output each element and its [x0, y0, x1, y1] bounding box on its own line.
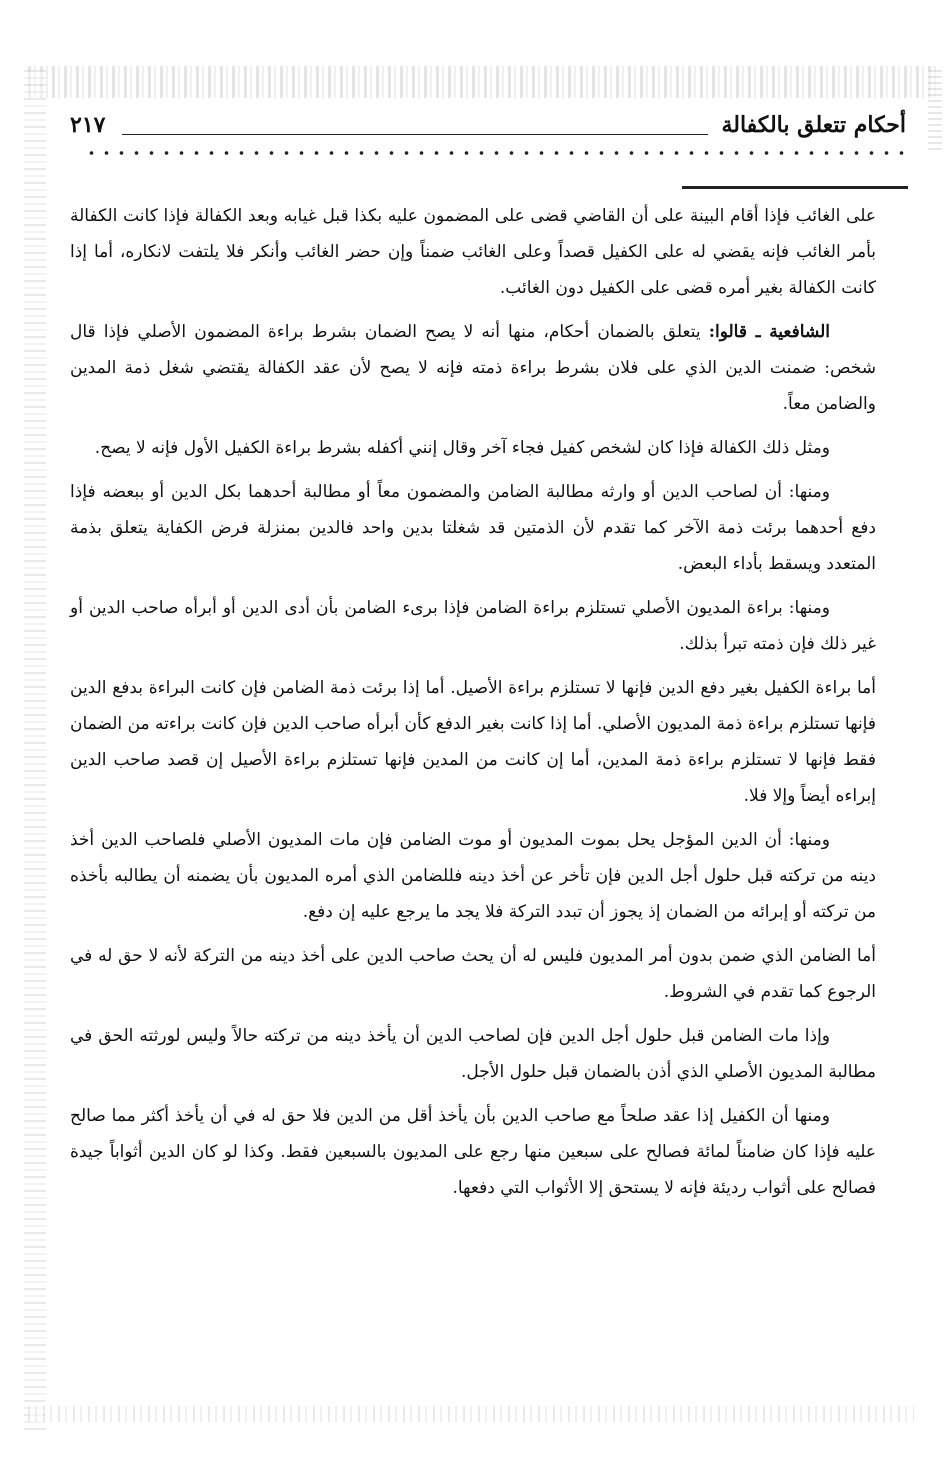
- scan-border-right: [928, 70, 942, 150]
- page-number: ٢١٧: [70, 112, 106, 138]
- paragraph-shafiiya: [70, 314, 876, 422]
- page-body: [70, 198, 876, 1214]
- paragraph: ومثل ذلك الكفالة فإذا كان لشخص كفيل فجاء آخر وقال إنني أكفله بشرط براءة الكفيل الأول فإنه لا يصح.: [94, 438, 830, 458]
- paragraph: أما براءة الكفيل بغير دفع الدين فإنها لا تستلزم براءة الأصيل. أما إذا برئت ذمة الضامن فإن كانت البراءة بدفع الدين فإنها تستلزم براءة ذمة المديون الأصلي. أما إذا كانت بغير الدفع كأن أبرأه صاحب الدين فإن كانت براءته من الضمان فقط فإنها لا تستلزم براءة ذمة المدين، أما إن كانت من المدين فإنها تستلزم براءة الأصيل إن قصد صاحب الدين إبراءه أيضاً وإلا فلا.: [70, 678, 876, 806]
- paragraph: ومنها: أن الدين المؤجل يحل بموت المديون أو موت الضامن فإن مات المديون الأصلي فلصاحب الدين أخذ دينه من تركته قبل حلول أجل الدين فإن تأخر عن أخذ دينه فللضامن الذي أمره المديون بأن يضمنه أن يطالبه بأخذه من تركته أو إبرائه من الضمان إذ يجوز أن تبدد التركة فلا يجد ما يرجع عليه إن دفع.: [70, 830, 876, 922]
- scan-border-top: [28, 66, 936, 98]
- scan-border-left: [24, 70, 46, 1430]
- paragraph: ومنها أن الكفيل إذا عقد صلحاً مع صاحب الدين بأن يأخذ أقل من الدين فلا حق له في أن يأخذ أكثر مما صالح عليه فإذا كان ضامناً لمائة فصالح على سبعين منها رجع على المديون بالسبعين فقط. وكذا لو كان الدين أثواباً جيدة فصالح على أثواب رديئة فإنه لا يستحق إلا الأثواب التي دفعها.: [70, 1106, 876, 1198]
- paragraph: وإذا مات الضامن قبل حلول أجل الدين فإن لصاحب الدين أن يأخذ دينه من تركته حالاً وليس لورثته الحق في مطالبة المديون الأصلي الذي أذن بالضمان قبل حلول الأجل.: [70, 1026, 876, 1082]
- paragraph-continuation: الأصلي فإذا قال شخص: ضمنت الدين الذي على فلان بشرط براءة ذمته فإنه لا يصح لأن عقد الكفالة يقتضي شغل ذمة المدين والضامن معاً.: [70, 322, 876, 414]
- school-label: الشافعية ـ قالوا:: [708, 322, 831, 342]
- paragraph: ومنها: أن لصاحب الدين أو وارثه مطالبة الضامن والمضمون معاً أو مطالبة أحدهما بكل الدين أو ببعضه فإذا دفع أحدهما برئت ذمة الآخر كما تقدم لأن الذمتين قد شغلتا بدين واحد فالدين بمنزلة فرض الكفاية يتعلق بذمة المتعدد ويسقط بأداء البعض.: [70, 482, 876, 574]
- paragraph-text: يتعلق بالضمان أحكام، منها أنه لا يصح الضمان بشرط براءة المضمون: [194, 322, 709, 342]
- paragraph: على الغائب فإذا أقام البينة على أن القاضي قضى على المضمون عليه بكذا قبل غيابه وبعد الكفالة فإذا كانت الكفالة بأمر الغائب فإنه يقضي له على الكفيل قصداً وعلى الغائب ضمناً وإن حضر الغائب وأنكر فلا يلتفت لانكاره، أما إذا كانت الكفالة بغير أمره قضى على الكفيل دون الغائب.: [70, 206, 876, 298]
- running-title: أحكام تتعلق بالكفالة: [721, 112, 906, 138]
- page-header: [70, 112, 906, 148]
- header-underline: [682, 186, 908, 189]
- dotted-separator: [84, 150, 906, 156]
- scan-border-bottom: [28, 1406, 914, 1422]
- header-rule: [122, 134, 708, 135]
- paragraph: ومنها: براءة المديون الأصلي تستلزم براءة الضامن فإذا برىء الضامن بأن أدى الدين أو أبرأه صاحب الدين أو غير ذلك فإن ذمته تبرأ بذلك.: [70, 598, 876, 654]
- paragraph: أما الضامن الذي ضمن بدون أمر المديون فليس له أن يحث صاحب الدين على أخذ دينه من التركة لأنه لا حق له في الرجوع كما تقدم في الشروط.: [70, 946, 876, 1002]
